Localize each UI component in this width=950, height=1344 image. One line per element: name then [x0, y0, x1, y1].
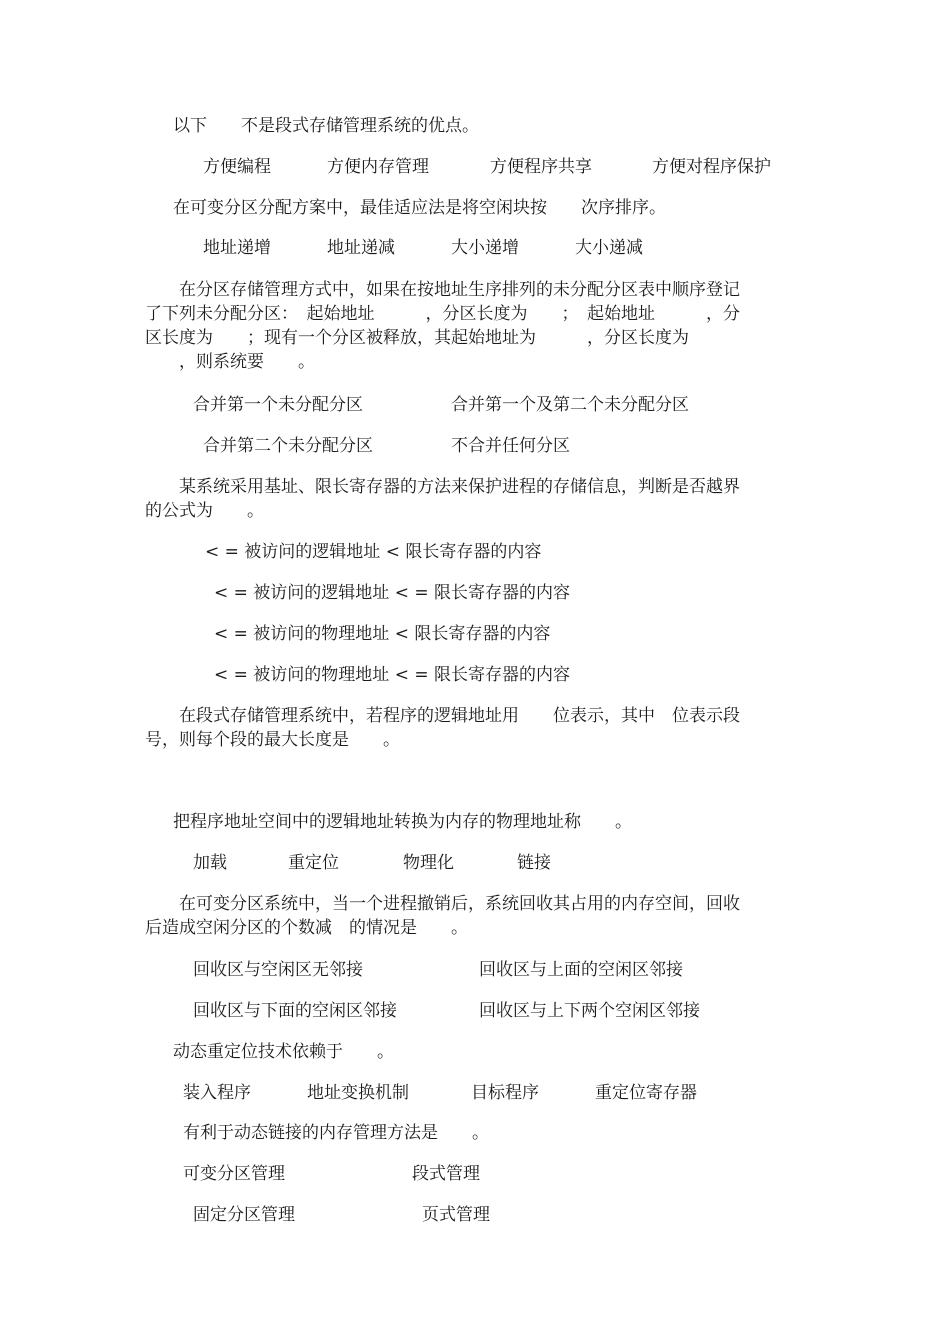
question-6-option-c: 物理化 [403, 853, 454, 873]
question-9-option-c: 固定分区管理 [193, 1205, 295, 1225]
question-2-option-b: 地址递减 [327, 238, 395, 258]
question-7-option-a: 回收区与空闲区无邻接 [193, 960, 363, 980]
question-1-option-d: 方便对程序保护 [652, 157, 771, 177]
question-3-stem-line-3: 区长度为 ；现有一个分区被释放，其起始地址为 ，分区长度为 [145, 328, 689, 348]
question-3-option-a: 合并第一个未分配分区 [193, 395, 363, 415]
question-9-option-b: 段式管理 [412, 1164, 480, 1184]
question-3-option-d: 不合并任何分区 [451, 436, 570, 456]
question-1-option-c: 方便程序共享 [490, 157, 592, 177]
question-4-option-a: < = 被访问的逻辑地址 < 限长寄存器的内容 [205, 542, 542, 562]
question-7-option-c: 回收区与下面的空闲区邻接 [193, 1001, 397, 1021]
question-3-stem-line-4: ，则系统要 。 [145, 352, 315, 372]
question-9-option-d: 页式管理 [422, 1205, 490, 1225]
question-3-stem-line-1: 在分区存储管理方式中，如果在按地址生序排列的未分配分区表中顺序登记 [145, 280, 740, 300]
question-6-option-d: 链接 [517, 853, 551, 873]
question-8-option-b: 地址变换机制 [307, 1083, 409, 1103]
question-8-option-d: 重定位寄存器 [595, 1083, 697, 1103]
question-2-option-d: 大小递减 [575, 238, 643, 258]
question-7-stem-line-1: 在可变分区系统中，当一个进程撤销后，系统回收其占用的内存空间，回收 [145, 894, 740, 914]
question-7-option-b: 回收区与上面的空闲区邻接 [479, 960, 683, 980]
question-4-stem-line-2: 的公式为 。 [145, 501, 264, 521]
question-3-option-c: 合并第二个未分配分区 [203, 436, 373, 456]
question-7-stem-line-2: 后造成空闲分区的个数减 的情况是 。 [145, 918, 468, 938]
question-2-option-c: 大小递增 [451, 238, 519, 258]
question-3-option-b: 合并第一个及第二个未分配分区 [451, 395, 689, 415]
question-5-stem-line-1: 在段式存储管理系统中，若程序的逻辑地址用 位表示，其中 位表示段 [145, 706, 740, 726]
question-3-stem-line-2: 了下列未分配分区： 起始地址 ，分区长度为 ； 起始地址 ，分 [145, 304, 740, 324]
question-4-stem-line-1: 某系统采用基址、限长寄存器的方法来保护进程的存储信息，判断是否越界 [145, 477, 740, 497]
question-1-option-b: 方便内存管理 [327, 157, 429, 177]
question-8-option-a: 装入程序 [183, 1083, 251, 1103]
question-4-option-d: < = 被访问的物理地址 < = 限长寄存器的内容 [214, 665, 570, 685]
question-8-stem: 动态重定位技术依赖于 。 [173, 1042, 394, 1062]
question-1-stem: 以下 不是段式存储管理系统的优点。 [173, 116, 479, 136]
question-5-stem-line-2: 号，则每个段的最大长度是 。 [145, 730, 400, 750]
question-4-option-b: < = 被访问的逻辑地址 < = 限长寄存器的内容 [214, 583, 570, 603]
question-2-option-a: 地址递增 [203, 238, 271, 258]
question-6-option-b: 重定位 [288, 853, 339, 873]
question-6-stem: 把程序地址空间中的逻辑地址转换为内存的物理地址称 。 [173, 812, 632, 832]
question-2-stem: 在可变分区分配方案中，最佳适应法是将空闲块按 次序排序。 [173, 198, 666, 218]
question-9-option-a: 可变分区管理 [183, 1164, 285, 1184]
question-6-option-a: 加载 [193, 853, 227, 873]
question-9-stem: 有利于动态链接的内存管理方法是 。 [183, 1123, 489, 1143]
question-4-option-c: < = 被访问的物理地址 < 限长寄存器的内容 [214, 624, 551, 644]
question-1-option-a: 方便编程 [203, 157, 271, 177]
question-8-option-c: 目标程序 [471, 1083, 539, 1103]
question-7-option-d: 回收区与上下两个空闲区邻接 [479, 1001, 700, 1021]
